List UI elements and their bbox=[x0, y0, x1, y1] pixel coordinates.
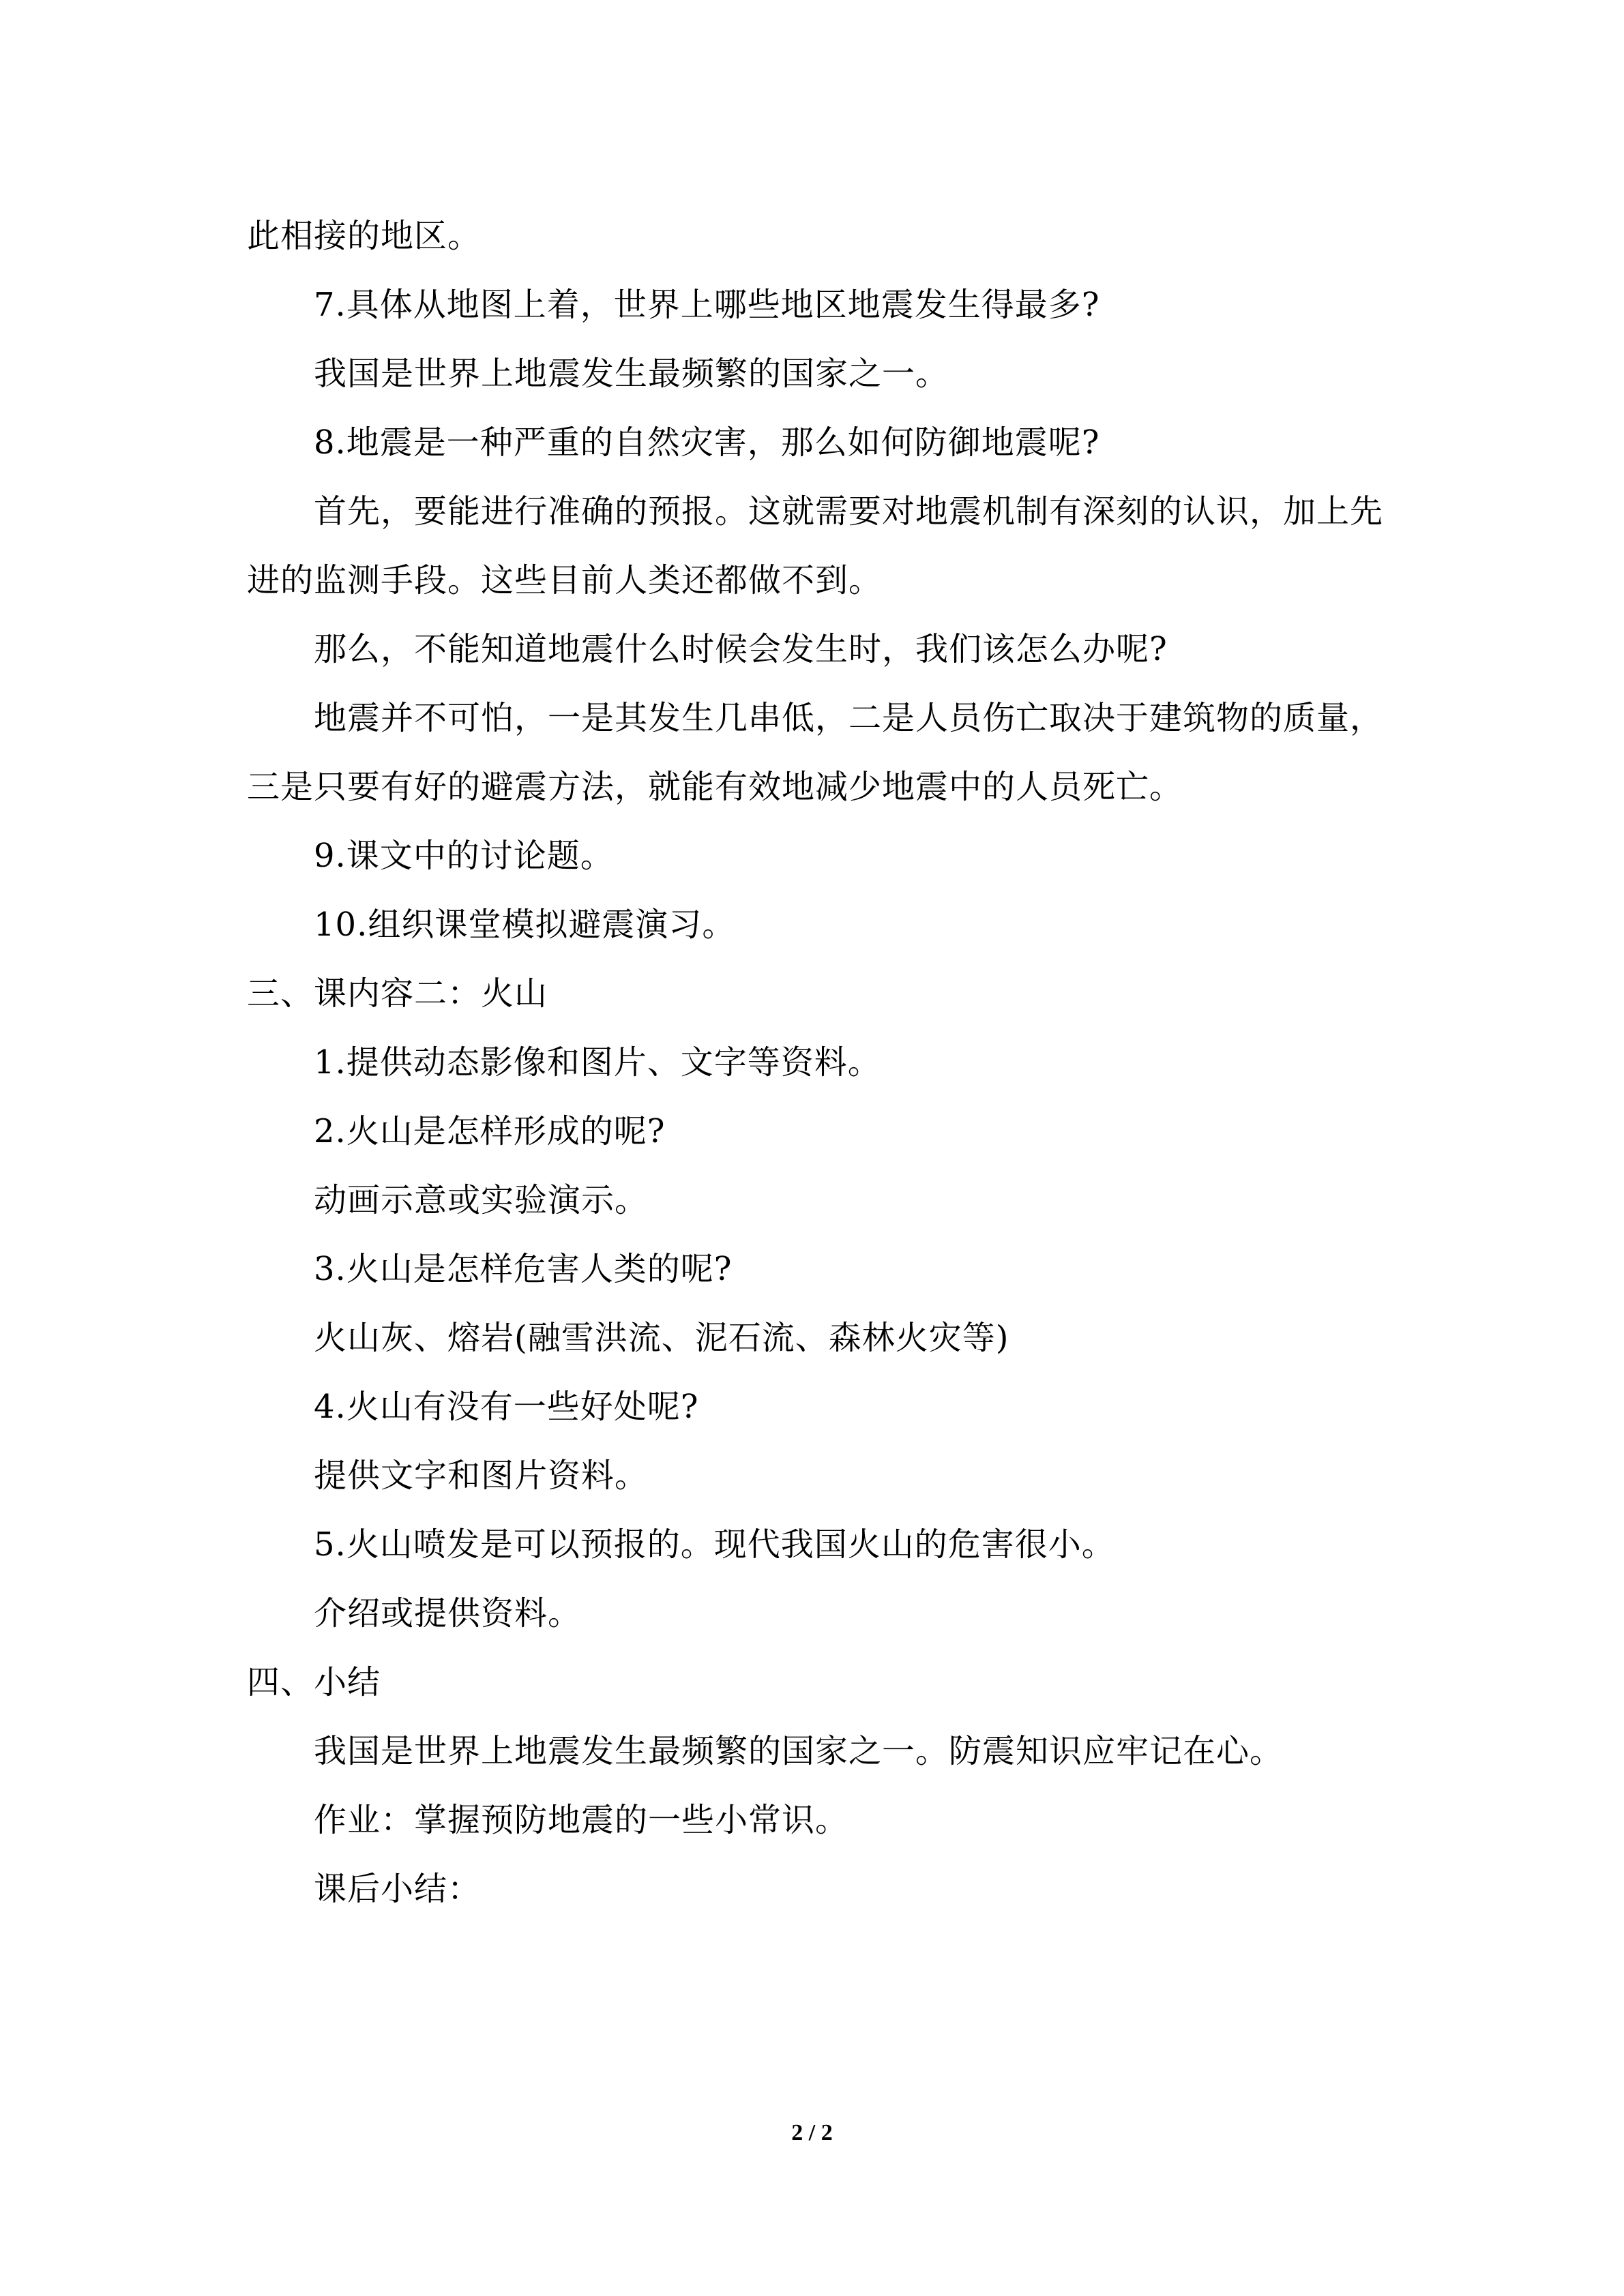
page-number: 2 / 2 bbox=[791, 2120, 833, 2145]
text-line: 提供文字和图片资料。 bbox=[314, 1457, 649, 1495]
section-heading-summary: 四、小结 bbox=[247, 1663, 381, 1701]
text-line: 我国是世界上地震发生最频繁的国家之一。防震知识应牢记在心。 bbox=[314, 1732, 1284, 1770]
item-10: 10.组织课堂模拟避震演习。 bbox=[314, 906, 736, 944]
question-7: 7.具体从地图上着，世界上哪些地区地震发生得最多? bbox=[314, 286, 1100, 324]
text-line: 地震并不可怕，一是其发生几串低，二是人员伤亡取决于建筑物的质量， bbox=[314, 699, 1384, 737]
text-line: 三是只要有好的避震方法，就能有效地减少地震中的人员死亡。 bbox=[247, 768, 1183, 806]
volcano-item-1: 1.提供动态影像和图片、文字等资料。 bbox=[314, 1043, 881, 1082]
text-line: 火山灰、熔岩(融雪洪流、泥石流、森林火灾等) bbox=[314, 1319, 1009, 1357]
text-line: 此相接的地区。 bbox=[247, 217, 482, 255]
text-line: 进的监测手段。这些目前人类还都做不到。 bbox=[247, 561, 883, 599]
text-line: 我国是世界上地震发生最频繁的国家之一。 bbox=[314, 355, 949, 393]
volcano-item-4: 4.火山有没有一些好处呢? bbox=[314, 1388, 699, 1426]
volcano-item-5: 5.火山喷发是可以预报的。现代我国火山的危害很小。 bbox=[314, 1525, 1115, 1564]
homework-line: 作业：掌握预防地震的一些小常识。 bbox=[314, 1801, 849, 1839]
volcano-item-2: 2.火山是怎样形成的呢? bbox=[314, 1112, 666, 1150]
text-line: 首先，要能进行准确的预报。这就需要对地震机制有深刻的认识，加上先 bbox=[314, 492, 1384, 531]
text-line: 那么，不能知道地震什么时候会发生时，我们该怎么办呢? bbox=[314, 630, 1168, 668]
text-line: 介绍或提供资料。 bbox=[314, 1594, 582, 1632]
post-class-summary-label: 课后小结： bbox=[314, 1870, 482, 1908]
volcano-item-3: 3.火山是怎样危害人类的呢? bbox=[314, 1250, 733, 1288]
section-heading-volcano: 三、课内容二：火山 bbox=[247, 974, 548, 1013]
text-line: 动画示意或实验演示。 bbox=[314, 1181, 649, 1219]
document-body bbox=[247, 202, 1393, 1924]
question-8: 8.地震是一种严重的自然灾害，那么如何防御地震呢? bbox=[314, 423, 1100, 462]
item-9: 9.课文中的讨论题。 bbox=[314, 837, 614, 875]
